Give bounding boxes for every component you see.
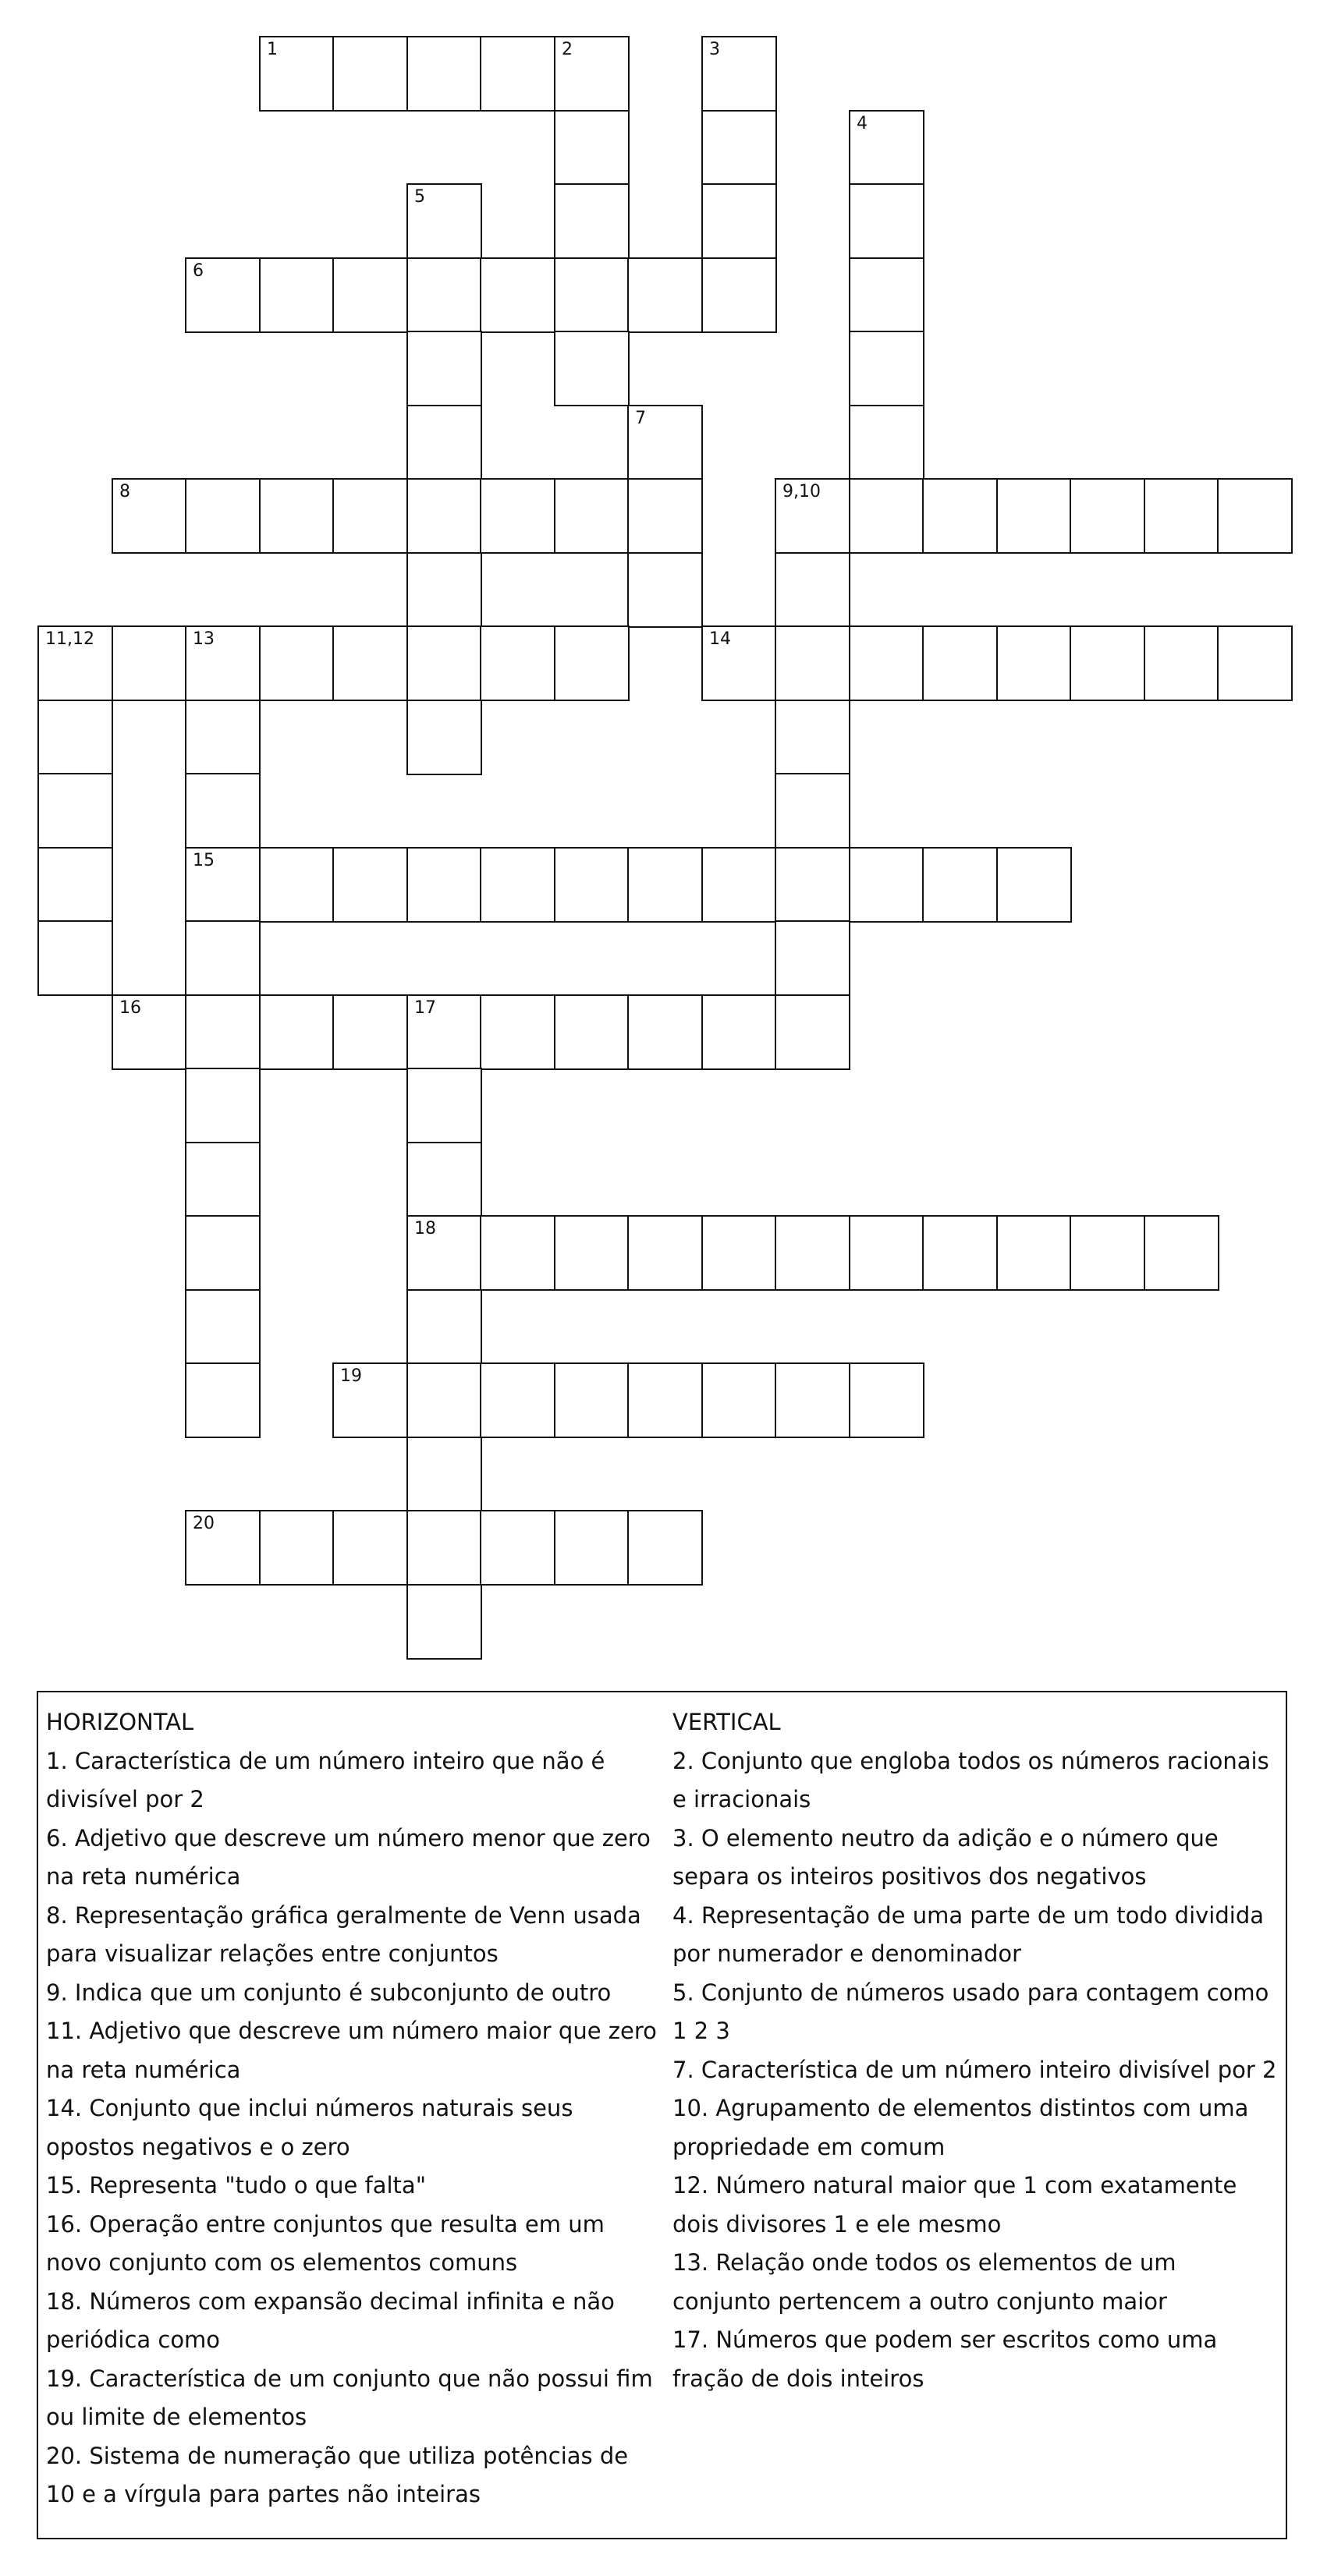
grid-cell[interactable]	[1070, 478, 1145, 554]
grid-cell[interactable]	[849, 110, 924, 186]
grid-cell[interactable]	[406, 994, 482, 1070]
grid-cell[interactable]	[185, 257, 261, 333]
grid-cell[interactable]	[112, 478, 187, 554]
grid-cell[interactable]	[701, 625, 777, 701]
grid-cell[interactable]	[406, 257, 482, 333]
grid-cell[interactable]	[775, 478, 850, 554]
grid-cell[interactable]	[406, 625, 482, 701]
clue-number: 13	[193, 629, 215, 649]
horizontal-clue: 9. Indica que um conjunto é subconjunto de outro	[46, 1979, 612, 2006]
grid-cell[interactable]	[627, 478, 703, 554]
grid-cell[interactable]	[406, 1510, 482, 1586]
grid-cell[interactable]	[775, 994, 850, 1070]
grid-cell[interactable]	[922, 1215, 998, 1291]
grid-cell[interactable]	[996, 625, 1072, 701]
grid-cell[interactable]	[406, 331, 482, 406]
grid-cell[interactable]	[554, 183, 630, 259]
grid-cell[interactable]	[480, 257, 555, 333]
grid-cell[interactable]	[259, 478, 335, 554]
grid-cell[interactable]	[701, 183, 777, 259]
grid-cell[interactable]	[480, 1215, 555, 1291]
grid-cell[interactable]	[554, 257, 630, 333]
clue-number: 18	[414, 1219, 436, 1238]
grid-cell[interactable]	[775, 847, 850, 923]
grid-cell[interactable]	[775, 552, 850, 628]
grid-cell[interactable]	[480, 1510, 555, 1586]
clue-number: 8	[119, 482, 130, 501]
clue-number: 14	[709, 629, 731, 649]
grid-cell[interactable]	[406, 1584, 482, 1660]
grid-cell[interactable]	[554, 1362, 630, 1438]
horizontal-clue: 8. Representação gráfica geralmente de Venn usada para visualizar relações entre conjuntos	[46, 1901, 641, 1967]
vertical-clue: 10. Agrupamento de elementos distintos com uma propriedade em comum	[672, 2095, 1249, 2160]
grid-cell[interactable]	[1144, 478, 1219, 554]
grid-cell[interactable]	[1217, 625, 1293, 701]
grid-cell[interactable]	[849, 257, 924, 333]
grid-cell[interactable]	[701, 847, 777, 923]
clue-number: 20	[193, 1514, 215, 1533]
grid-cell[interactable]	[259, 994, 335, 1070]
clue-number: 9,10	[782, 482, 821, 501]
grid-cell[interactable]	[627, 552, 703, 628]
grid-cell[interactable]	[627, 847, 703, 923]
grid-cell[interactable]	[185, 1142, 261, 1217]
grid-cell[interactable]	[406, 552, 482, 628]
clue-number: 7	[635, 409, 646, 428]
grid-cell[interactable]	[480, 847, 555, 923]
grid-cell[interactable]	[37, 920, 113, 996]
grid-cell[interactable]	[37, 625, 113, 701]
grid-cell[interactable]	[332, 994, 408, 1070]
horizontal-title: HORIZONTAL	[46, 1709, 194, 1735]
grid-cell[interactable]	[406, 1142, 482, 1217]
grid-cell[interactable]	[701, 994, 777, 1070]
horizontal-clue: 19. Característica de um conjunto que não possui fim ou limite de elementos	[46, 2365, 653, 2430]
grid-cell[interactable]	[775, 1362, 850, 1438]
vertical-clue: 7. Característica de um número inteiro divisível por 2	[672, 2056, 1277, 2083]
grid-cell[interactable]	[996, 847, 1072, 923]
vertical-clue: 13. Relação onde todos os elementos de um conjunto pertencem a outro conjunto maior	[672, 2249, 1176, 2315]
grid-cell[interactable]	[406, 1215, 482, 1291]
grid-cell[interactable]	[1217, 478, 1293, 554]
clue-number: 11,12	[45, 629, 94, 649]
grid-cell[interactable]	[259, 1510, 335, 1586]
grid-cell[interactable]	[480, 36, 555, 112]
grid-cell[interactable]	[480, 1362, 555, 1438]
grid-cell[interactable]	[406, 1068, 482, 1143]
grid-cell[interactable]	[259, 36, 335, 112]
grid-cell[interactable]	[332, 257, 408, 333]
grid-cell[interactable]	[627, 405, 703, 480]
grid-cell[interactable]	[849, 405, 924, 480]
vertical-clue-list	[672, 1742, 1281, 2399]
grid-cell[interactable]	[185, 773, 261, 849]
grid-cell[interactable]	[849, 1362, 924, 1438]
grid-cell[interactable]	[480, 994, 555, 1070]
grid-cell[interactable]	[112, 994, 187, 1070]
grid-cell[interactable]	[849, 331, 924, 406]
grid-cell[interactable]	[554, 1215, 630, 1291]
vertical-clue: 3. O elemento neutro da adição e o número que separa os inteiros positivos dos negativos	[672, 1824, 1219, 1890]
grid-cell[interactable]	[332, 1510, 408, 1586]
grid-cell[interactable]	[996, 1215, 1072, 1291]
grid-cell[interactable]	[185, 994, 261, 1070]
grid-cell[interactable]	[185, 478, 261, 554]
grid-cell[interactable]	[701, 1362, 777, 1438]
grid-cell[interactable]	[554, 847, 630, 923]
grid-cell[interactable]	[406, 183, 482, 259]
grid-cell[interactable]	[185, 920, 261, 996]
grid-cell[interactable]	[1144, 625, 1219, 701]
grid-cell[interactable]	[332, 625, 408, 701]
grid-cell[interactable]	[775, 773, 850, 849]
clue-number: 5	[414, 187, 425, 207]
grid-cell[interactable]	[554, 1510, 630, 1586]
grid-cell[interactable]	[849, 183, 924, 259]
grid-cell[interactable]	[701, 1215, 777, 1291]
grid-cell[interactable]	[554, 331, 630, 406]
grid-cell[interactable]	[701, 110, 777, 186]
grid-cell[interactable]	[185, 1068, 261, 1143]
grid-cell[interactable]	[332, 36, 408, 112]
grid-cell[interactable]	[1070, 1215, 1145, 1291]
grid-cell[interactable]	[37, 773, 113, 849]
grid-cell[interactable]	[627, 1215, 703, 1291]
horizontal-clue: 14. Conjunto que inclui números naturais seus opostos negativos e o zero	[46, 2095, 573, 2160]
grid-cell[interactable]	[185, 847, 261, 923]
grid-cell[interactable]	[259, 625, 335, 701]
horizontal-clue-list	[46, 1742, 662, 2514]
grid-cell[interactable]	[37, 700, 113, 775]
grid-cell[interactable]	[406, 847, 482, 923]
vertical-clue: 5. Conjunto de números usado para contagem como 1 2 3	[672, 1979, 1269, 2044]
grid-cell[interactable]	[849, 625, 924, 701]
vertical-clue: 2. Conjunto que engloba todos os números racionais e irracionais	[672, 1747, 1269, 1812]
grid-cell[interactable]	[554, 994, 630, 1070]
grid-cell[interactable]	[701, 257, 777, 333]
grid-cell[interactable]	[701, 36, 777, 112]
grid-cell[interactable]	[406, 1362, 482, 1438]
clue-number: 17	[414, 998, 436, 1018]
clue-number: 2	[562, 40, 573, 59]
grid-cell[interactable]	[627, 994, 703, 1070]
grid-cell[interactable]	[406, 478, 482, 554]
grid-cell[interactable]	[775, 700, 850, 775]
horizontal-clue: 1. Característica de um número inteiro que não é divisível por 2	[46, 1747, 605, 1812]
grid-cell[interactable]	[185, 1289, 261, 1365]
grid-cell[interactable]	[480, 625, 555, 701]
clues-box	[37, 1691, 1287, 2539]
grid-cell[interactable]	[554, 625, 630, 701]
grid-cell[interactable]	[185, 625, 261, 701]
grid-cell[interactable]	[185, 700, 261, 775]
grid-cell[interactable]	[406, 1289, 482, 1365]
grid-cell[interactable]	[406, 36, 482, 112]
grid-cell[interactable]	[259, 257, 335, 333]
grid-cell[interactable]	[849, 847, 924, 923]
grid-cell[interactable]	[112, 625, 187, 701]
horizontal-clue: 11. Adjetivo que descreve um número maior que zero na reta numérica	[46, 2018, 657, 2083]
grid-cell[interactable]	[406, 1437, 482, 1512]
vertical-clue: 4. Representação de uma parte de um todo dividida por numerador e denominador	[672, 1901, 1265, 1967]
grid-cell[interactable]	[775, 625, 850, 701]
grid-cell[interactable]	[1070, 625, 1145, 701]
grid-cell[interactable]	[627, 1510, 703, 1586]
grid-cell[interactable]	[185, 1510, 261, 1586]
grid-cell[interactable]	[37, 847, 113, 923]
clue-number: 1	[267, 40, 278, 59]
vertical-clues	[672, 1703, 1281, 2398]
horizontal-clue: 20. Sistema de numeração que utiliza potências de 10 e a vírgula para partes não inteiras	[46, 2442, 629, 2507]
grid-cell[interactable]	[775, 1215, 850, 1291]
grid-cell[interactable]	[922, 478, 998, 554]
grid-cell[interactable]	[627, 257, 703, 333]
grid-cell[interactable]	[554, 478, 630, 554]
grid-cell[interactable]	[627, 1362, 703, 1438]
clue-number: 16	[119, 998, 141, 1018]
grid-cell[interactable]	[480, 478, 555, 554]
clue-number: 4	[857, 114, 868, 133]
clue-number: 15	[193, 851, 215, 870]
horizontal-clue: 18. Números com expansão decimal infinita e não periódica como	[46, 2287, 615, 2353]
grid-cell[interactable]	[332, 1362, 408, 1438]
clue-number: 19	[340, 1366, 362, 1386]
grid-cell[interactable]	[922, 625, 998, 701]
grid-cell[interactable]	[775, 920, 850, 996]
clue-number: 6	[193, 261, 204, 281]
vertical-clue: 17. Números que podem ser escritos como uma fração de dois inteiros	[672, 2326, 1218, 2392]
vertical-clue: 12. Número natural maior que 1 com exatamente dois divisores 1 e ele mesmo	[672, 2172, 1237, 2238]
horizontal-clue: 16. Operação entre conjuntos que resulta em um novo conjunto com os elementos comuns	[46, 2210, 605, 2276]
horizontal-clue: 15. Representa "tudo o que falta"	[46, 2172, 427, 2199]
grid-cell[interactable]	[406, 405, 482, 480]
horizontal-clue: 6. Adjetivo que descreve um número menor que zero na reta numérica	[46, 1824, 651, 1890]
vertical-title: VERTICAL	[672, 1709, 781, 1735]
grid-cell[interactable]	[849, 1215, 924, 1291]
grid-cell[interactable]	[259, 847, 335, 923]
grid-cell[interactable]	[185, 1215, 261, 1291]
grid-cell[interactable]	[554, 36, 630, 112]
grid-cell[interactable]	[554, 110, 630, 186]
grid-cell[interactable]	[922, 847, 998, 923]
grid-cell[interactable]	[332, 478, 408, 554]
grid-cell[interactable]	[406, 700, 482, 775]
horizontal-clues	[46, 1703, 662, 2514]
grid-cell[interactable]	[185, 1362, 261, 1438]
grid-cell[interactable]	[996, 478, 1072, 554]
clue-number: 3	[709, 40, 720, 59]
grid-cell[interactable]	[849, 478, 924, 554]
grid-cell[interactable]	[332, 847, 408, 923]
grid-cell[interactable]	[1144, 1215, 1219, 1291]
